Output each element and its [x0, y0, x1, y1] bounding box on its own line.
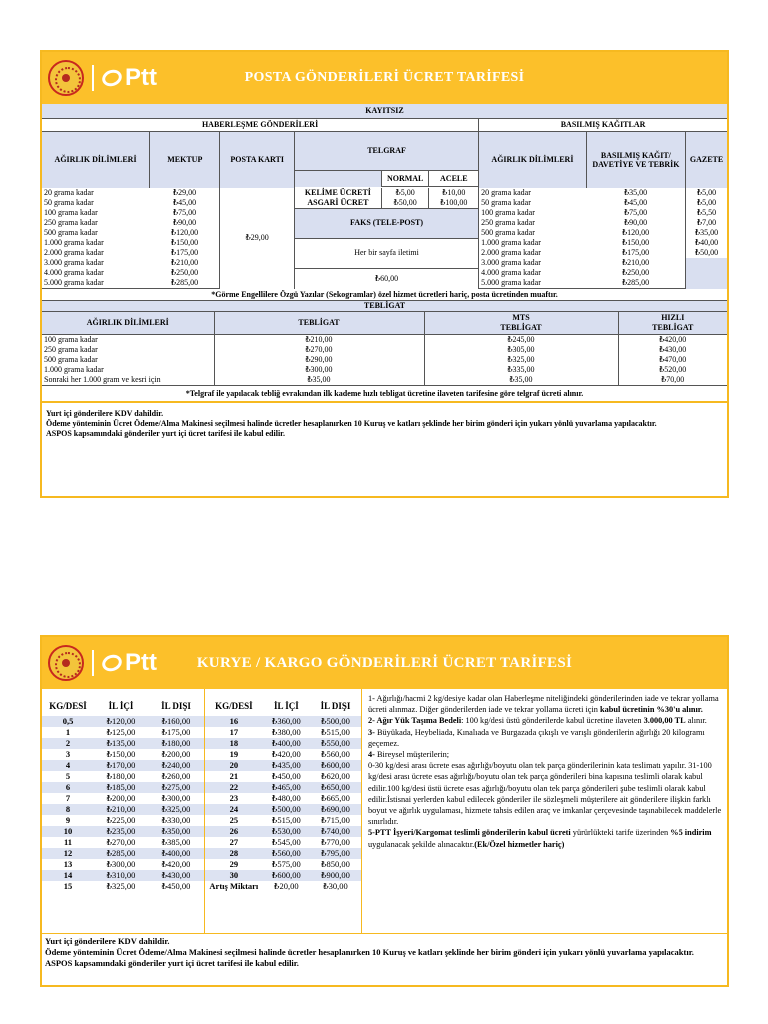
- il-ici-price: ₺300,00: [106, 859, 136, 869]
- basilmis-weight: 3.000 grama kadar: [479, 258, 587, 268]
- il-disi-price: ₺385,00: [161, 837, 191, 847]
- kurye-row: [205, 738, 361, 749]
- basilmis-weight: 5.000 grama kadar: [479, 278, 587, 289]
- desi-cell: 20: [229, 760, 239, 770]
- kurye-row: [42, 793, 204, 804]
- il-ici-price: ₺125,00: [106, 727, 136, 737]
- weight-cell: 4.000 grama kadar: [44, 268, 104, 277]
- note-odeme: Ödeme yönteminin Ücret Ödeme/Alma Makinesi seçilmesi halinde ücretler hesaplanırken 10 Kuruş ve katları şeklinde her birim gönderi için yukarı yönlü yuvarlama yapılacaktır.: [45, 947, 694, 957]
- gazete-price: ₺5,00: [686, 188, 727, 198]
- kurye-row: [42, 738, 204, 749]
- kurye-row: [205, 771, 361, 782]
- rule-text-segment: kabul ücretinin %30'u alınır.: [599, 705, 703, 715]
- il-ici-price: ₺150,00: [106, 749, 136, 759]
- rule-text-segment: : 100 kg/desi üstü gönderilerde kabul ücretine ilaveten: [461, 716, 644, 726]
- il-ici-price: ₺435,00: [271, 760, 301, 770]
- weight-cell: 50 grama kadar: [44, 197, 94, 207]
- il-disi-price: ₺160,00: [161, 716, 191, 726]
- col-kg-desi: KG/DESİ: [215, 701, 253, 711]
- note-odeme: Ödeme yönteminin Ücret Ödeme/Alma Makinesi seçilmesi halinde ücretler hesaplanırken 10 Kuruş ve katları şeklinde her birim gönderi için yukarı yönlü yuvarlama yapılacaktır.: [46, 419, 657, 428]
- il-ici-price: ₺400,00: [271, 738, 301, 748]
- posta-tariff-card: [40, 50, 729, 498]
- desi-cell: 9: [65, 815, 71, 825]
- desi-cell: 15: [63, 881, 73, 891]
- desi-cell: 2: [65, 738, 71, 748]
- il-ici-price: ₺135,00: [106, 738, 136, 748]
- il-ici-price: ₺420,00: [271, 749, 301, 759]
- posta-notes: [42, 403, 727, 445]
- basilmis-price: ₺250,00: [622, 268, 650, 277]
- col-il-ici: İL İÇİ: [273, 701, 299, 711]
- il-disi-price: ₺690,00: [321, 804, 350, 814]
- faks-price: ₺60,00: [375, 273, 399, 283]
- tebligat-weight: 100 grama kadar: [42, 335, 214, 346]
- il-ici-price: ₺20,00: [274, 881, 299, 891]
- col-normal: NORMAL: [381, 171, 429, 187]
- il-ici-price: ₺560,00: [271, 848, 301, 858]
- mektup-price: ₺150,00: [150, 238, 220, 248]
- kurye-row: [205, 727, 361, 738]
- basilmis-weight: 4.000 grama kadar: [479, 268, 587, 278]
- rule-text-segment: (Ek/Özel hizmetler hariç): [474, 839, 565, 849]
- col-kg-desi: KG/DESİ: [49, 701, 87, 711]
- il-ici-price: ₺465,00: [271, 782, 301, 792]
- weight-cell: 500 grama kadar: [44, 228, 98, 237]
- il-ici-price: ₺575,00: [271, 859, 301, 869]
- desi-cell: 25: [229, 815, 239, 825]
- il-disi-price: ₺795,00: [321, 848, 350, 858]
- il-ici-price: ₺270,00: [106, 837, 136, 847]
- il-disi-price: ₺500,00: [321, 716, 350, 726]
- posta-table: [42, 104, 727, 289]
- col-il-ici: İL İÇİ: [108, 701, 134, 711]
- kurye-notes: [42, 933, 727, 971]
- gazete-price: ₺35,00: [686, 228, 727, 238]
- rule-text-segment: %5 indirim: [670, 828, 712, 838]
- weight-cell: 1.000 grama kadar: [44, 238, 104, 247]
- kurye-row: [42, 870, 204, 881]
- mts-price: ₺245,00: [424, 335, 618, 346]
- basilmis-weight: 250 grama kadar: [479, 218, 587, 228]
- desi-cell: 13: [63, 859, 73, 869]
- tebligat-price: ₺35,00: [214, 375, 424, 386]
- il-ici-price: ₺120,00: [106, 716, 136, 726]
- basilmis-price: ₺175,00: [622, 248, 650, 257]
- basilmis-weight: 500 grama kadar: [479, 228, 587, 238]
- kurye-banner: [42, 637, 727, 689]
- rule-text-segment: 4-: [368, 750, 375, 760]
- il-disi-price: ₺620,00: [321, 771, 350, 781]
- il-disi-price: ₺200,00: [161, 749, 191, 759]
- col-acele: ACELE: [429, 171, 479, 187]
- basilmis-weight: 1.000 grama kadar: [479, 238, 587, 248]
- gazete-empty: [686, 258, 727, 289]
- rule-text-segment: 0-30 kg/desi arası ücrete esas ağırlığı/boyutu olan tek parça gönderilerinin kata teslimatı yapılır. 31-100 kg/desi arası ücrete esas ağırlığı/boyutu olan tek parça gönderileri bina kapısına teslimli olarak kabul edilir.100 kg/desi üstü ücrete esas ağırlığı/boyutu olan tek parça gönderileri şube teslimli olarak kabul edilir.İstisnai yerlerden kabul edilecek gönderiler ile sözleşmeli müşterilere ait gönderilere ilişkin farklı boyut ve ağırlık uygulaması, hizmete tahsis edilen araç ve imkanlar çerçevesinde taşınabilecek maddelerle sınırlıdır.: [368, 761, 722, 827]
- weight-cell: 5.000 grama kadar: [42, 278, 150, 289]
- col-basilmis-agirlik: AĞIRLIK DİLİMLERİ: [479, 132, 587, 188]
- desi-cell: 11: [63, 837, 73, 847]
- hizli-price: ₺70,00: [618, 375, 727, 386]
- kurye-row: [42, 749, 204, 760]
- il-disi-price: ₺550,00: [321, 738, 350, 748]
- mts-price: ₺335,00: [424, 365, 618, 375]
- il-disi-price: ₺900,00: [321, 870, 350, 880]
- mektup-price: ₺120,00: [150, 228, 220, 238]
- mektup-price: ₺285,00: [150, 278, 220, 289]
- kurye-row: [205, 716, 361, 727]
- asgari-normal: ₺50,00: [381, 198, 429, 209]
- asgari-ucret-label: ASGARİ ÜCRET: [294, 198, 381, 209]
- mts-price: ₺325,00: [424, 355, 618, 365]
- kurye-row: [205, 782, 361, 793]
- weight-cell: 20 grama kadar: [44, 187, 94, 197]
- il-disi-price: ₺400,00: [161, 848, 191, 858]
- il-ici-price: ₺310,00: [106, 870, 136, 880]
- kurye-row: [42, 771, 204, 782]
- basilmis-price: ₺120,00: [622, 228, 650, 237]
- kurye-row: [205, 826, 361, 837]
- tebligat-header: TEBLİGAT: [42, 301, 727, 312]
- desi-cell: 5: [65, 771, 71, 781]
- il-ici-price: ₺530,00: [271, 826, 301, 836]
- il-ici-price: ₺515,00: [271, 815, 301, 825]
- kurye-title: KURYE / KARGO GÖNDERİLERİ ÜCRET TARİFESİ: [196, 654, 573, 671]
- il-disi-price: ₺30,00: [323, 881, 348, 891]
- col-gazete: GAZETE: [686, 132, 727, 188]
- rule-text-segment: yürürlükteki tarife üzerinden: [570, 828, 671, 838]
- rule-text-segment: Büyükada, Heybeliada, Kınalıada ve Burgazada çıkışlı ve varışlı gönderilerin ağırlığı 20 kilogramı geçemez.: [368, 727, 705, 748]
- basilmis-weight: 100 grama kadar: [479, 208, 587, 218]
- il-disi-price: ₺665,00: [321, 793, 350, 803]
- note-aspos: ASPOS kapsamındaki gönderiler yurt içi ücret tarifesi ile kabul edilir.: [45, 958, 299, 968]
- hizli-price: ₺520,00: [659, 365, 687, 374]
- desi-cell: 16: [229, 716, 239, 726]
- tebligat-price: ₺290,00: [214, 355, 424, 365]
- kurye-row: [205, 793, 361, 804]
- col-basilmis-kagit: BASILMIŞ KAĞIT/ DAVETİYE VE TEBRİK: [586, 132, 685, 188]
- desi-cell: 29: [229, 859, 239, 869]
- il-disi-price: ₺240,00: [161, 760, 191, 770]
- il-ici-price: ₺225,00: [106, 815, 136, 825]
- il-ici-price: ₺170,00: [106, 760, 136, 770]
- rule-text-segment: Bireysel müşterilerin;: [374, 750, 450, 760]
- mektup-price: ₺250,00: [150, 268, 220, 278]
- tebligat-weight: 250 grama kadar: [42, 345, 214, 355]
- rule-text-segment: 5-PTT İşyeri/Kargomat teslimli gönderilerin kabul ücreti: [368, 828, 571, 838]
- desi-cell: 1: [65, 727, 71, 737]
- tebligat-price: ₺300,00: [214, 365, 424, 375]
- il-disi-price: ₺450,00: [161, 881, 191, 891]
- basilmis-price: ₺90,00: [624, 218, 648, 227]
- kurye-row: [42, 859, 204, 870]
- kurye-left-column: [42, 689, 204, 892]
- rule-text-segment: 2- Ağır Yük Taşıma Bedeli: [368, 716, 462, 726]
- kurye-rules-text: [364, 689, 728, 854]
- ptt-logo-text: Ptt: [125, 64, 157, 91]
- il-disi-price: ₺275,00: [161, 782, 191, 792]
- il-disi-price: ₺770,00: [321, 837, 350, 847]
- haberlesme-header: HABERLEŞME GÖNDERİLERİ: [42, 119, 479, 132]
- kurye-row: [42, 727, 204, 738]
- desi-cell: 0,5: [62, 716, 74, 726]
- posta-karti-price: ₺29,00: [220, 188, 295, 289]
- desi-cell: 6: [65, 782, 71, 792]
- mektup-price: ₺45,00: [150, 198, 220, 209]
- asgari-acele: ₺100,00: [429, 198, 479, 209]
- kurye-row: [42, 782, 204, 793]
- basilmis-price: ₺210,00: [622, 258, 650, 267]
- rule-text-segment: alınır.: [685, 716, 707, 726]
- desi-cell: 19: [229, 749, 239, 759]
- basilmis-price: ₺45,00: [624, 197, 648, 207]
- il-disi-price: ₺650,00: [321, 782, 350, 792]
- mektup-price: ₺175,00: [150, 248, 220, 258]
- hizli-price: ₺420,00: [659, 335, 687, 344]
- gazete-price: ₺5,50: [686, 208, 727, 218]
- mektup-price: ₺29,00: [150, 188, 220, 198]
- kurye-row: [205, 760, 361, 771]
- kurye-row: [42, 716, 204, 727]
- kurye-row: [42, 848, 204, 859]
- rule-text-segment: uygulanacak şekilde alınacaktır.: [368, 839, 475, 849]
- il-disi-price: ₺350,00: [161, 826, 191, 836]
- il-disi-price: ₺600,00: [321, 760, 350, 770]
- kurye-row: [205, 837, 361, 848]
- basilmis-price: ₺75,00: [624, 208, 648, 217]
- il-disi-price: ₺560,00: [321, 749, 350, 759]
- ptt-logo-text: Ptt: [125, 649, 157, 676]
- desi-cell: 7: [65, 793, 71, 803]
- gazete-price: ₺5,00: [686, 198, 727, 209]
- kurye-row: [42, 804, 204, 815]
- il-disi-price: ₺175,00: [161, 727, 191, 737]
- mektup-price: ₺210,00: [150, 258, 220, 268]
- kurye-row: [205, 870, 361, 881]
- tebligat-col-agirlik: AĞIRLIK DİLİMLERİ: [42, 312, 214, 335]
- il-disi-price: ₺330,00: [161, 815, 191, 825]
- rule-text-segment: 3-: [368, 727, 375, 737]
- note-aspos: ASPOS kapsamındaki gönderiler yurt içi ücret tarifesi ile kabul edilir.: [46, 429, 285, 438]
- desi-cell: 26: [229, 826, 239, 836]
- il-ici-price: ₺325,00: [106, 881, 136, 891]
- hizli-price: ₺430,00: [659, 345, 687, 354]
- il-disi-price: ₺180,00: [161, 738, 191, 748]
- mts-price: ₺35,00: [424, 375, 618, 386]
- col-agirlik: AĞIRLIK DİLİMLERİ: [42, 132, 150, 188]
- desi-cell: 12: [63, 848, 73, 858]
- gazete-price: ₺40,00: [686, 238, 727, 248]
- tebligat-table: [42, 301, 727, 386]
- il-disi-price: ₺515,00: [321, 727, 350, 737]
- tebligat-weight: Sonraki her 1.000 gram ve kesri için: [42, 375, 214, 386]
- desi-cell: 30: [229, 870, 239, 880]
- tebligat-price: ₺270,00: [214, 345, 424, 355]
- il-disi-price: ₺850,00: [321, 859, 350, 869]
- il-ici-price: ₺185,00: [106, 782, 136, 792]
- kurye-row: [205, 804, 361, 815]
- desi-cell: 4: [65, 760, 71, 770]
- kurye-left-table: [42, 701, 204, 892]
- weight-cell: 250 grama kadar: [44, 218, 98, 227]
- kurye-row: [205, 859, 361, 870]
- her-bir-sayfa: Her bir sayfa iletimi: [294, 238, 478, 268]
- desi-cell: Artış Miktarı: [209, 881, 259, 891]
- desi-cell: 18: [229, 738, 239, 748]
- kurye-row: [42, 881, 204, 892]
- tebligat-weight: 1.000 grama kadar: [42, 365, 214, 375]
- posta-banner: [42, 52, 727, 104]
- posta-title: POSTA GÖNDERİLERİ ÜCRET TARİFESİ: [244, 70, 525, 85]
- kurye-row: [42, 826, 204, 837]
- kurye-row: [205, 749, 361, 760]
- rule-text-segment: 1- Ağırlığı/hacmi 2 kg/desiye kadar olan Haberleşme niteliğindeki gönderilerinden iade ve tekrar yollama ücreti alınmaz. Diğer gönderilerden iade ve tekrar yollama ücreti için: [368, 694, 719, 715]
- note-telgraf: *Telgraf ile yapılacak tebliğ evrakından ilk kademe hızlı tebligat ücretine ilaveten tarifesine göre telgraf ücreti alınır.: [42, 386, 727, 403]
- il-disi-price: ₺325,00: [161, 804, 191, 814]
- il-ici-price: ₺480,00: [271, 793, 301, 803]
- basilmis-price: ₺285,00: [586, 278, 685, 289]
- desi-cell: 27: [229, 837, 239, 847]
- il-disi-price: ₺260,00: [161, 771, 191, 781]
- kurye-row: [42, 837, 204, 848]
- il-ici-price: ₺285,00: [106, 848, 136, 858]
- tebligat-weight: 500 grama kadar: [42, 355, 214, 365]
- il-ici-price: ₺380,00: [271, 727, 301, 737]
- basilmis-weight: 2.000 grama kadar: [479, 248, 587, 258]
- note-gorme-engelli: *Görme Engellilere Özgü Yazılar (Sekogramlar) özel hizmet ücretleri hariç, posta ücretinden muaftır.: [42, 289, 727, 301]
- basilmis-price: ₺150,00: [622, 238, 650, 247]
- mektup-price: ₺75,00: [150, 208, 220, 218]
- desi-cell: 3: [65, 749, 71, 759]
- note-kdv: Yurt içi gönderilere KDV dahildir.: [46, 409, 164, 418]
- gazete-price: ₺50,00: [686, 248, 727, 258]
- il-disi-price: ₺420,00: [161, 859, 191, 869]
- weight-cell: 3.000 grama kadar: [44, 258, 104, 267]
- il-ici-price: ₺360,00: [271, 716, 301, 726]
- faks-header: FAKS (TELE-POST): [294, 208, 478, 238]
- kelime-normal: ₺5,00: [381, 188, 429, 198]
- il-ici-price: ₺600,00: [271, 870, 301, 880]
- il-ici-price: ₺235,00: [106, 826, 136, 836]
- il-ici-price: ₺545,00: [271, 837, 301, 847]
- il-disi-price: ₺430,00: [161, 870, 191, 880]
- tebligat-col-mts: MTS TEBLİGAT: [424, 312, 618, 335]
- il-ici-price: ₺210,00: [106, 804, 136, 814]
- basilmis-weight: 20 grama kadar: [481, 187, 531, 197]
- basilmis-header: BASILMIŞ KAĞITLAR: [479, 119, 727, 132]
- hizli-price: ₺470,00: [659, 355, 687, 364]
- kurye-tariff-card: [40, 635, 729, 987]
- desi-cell: 24: [229, 804, 239, 814]
- weight-cell: 2.000 grama kadar: [44, 248, 104, 257]
- il-ici-price: ₺180,00: [106, 771, 136, 781]
- kelime-ucreti-label: KELİME ÜCRETİ: [294, 188, 381, 198]
- gazete-price: ₺7,00: [686, 218, 727, 228]
- kayitsiz-header: KAYITSIZ: [42, 104, 727, 119]
- desi-cell: 28: [229, 848, 239, 858]
- desi-cell: 10: [63, 826, 73, 836]
- desi-cell: 22: [229, 782, 239, 792]
- kelime-acele: ₺10,00: [429, 188, 479, 198]
- kurye-right-column: [204, 689, 362, 933]
- col-il-disi: İL DIŞI: [320, 701, 351, 711]
- col-posta-karti: POSTA KARTI: [220, 132, 295, 188]
- col-il-disi: İL DIŞI: [161, 701, 191, 711]
- desi-cell: 14: [63, 870, 73, 880]
- tebligat-col-hizli: HIZLI TEBLİGAT: [618, 312, 727, 335]
- weight-cell: 100 grama kadar: [44, 208, 98, 217]
- il-disi-price: ₺300,00: [161, 793, 191, 803]
- desi-cell: 21: [229, 771, 239, 781]
- mektup-price: ₺90,00: [150, 218, 220, 228]
- kurye-row: [205, 848, 361, 859]
- desi-cell: 8: [65, 804, 71, 814]
- rule-text-segment: 3.000,00 TL: [643, 716, 686, 726]
- il-ici-price: ₺450,00: [271, 771, 301, 781]
- kurye-row: [42, 815, 204, 826]
- il-disi-price: ₺715,00: [321, 815, 350, 825]
- basilmis-price: ₺35,00: [624, 187, 648, 197]
- tebligat-col-tebligat: TEBLİGAT: [214, 312, 424, 335]
- kurye-row: [205, 881, 361, 892]
- tebligat-price: ₺210,00: [214, 335, 424, 346]
- kurye-row: [42, 760, 204, 771]
- col-telgraf: TELGRAF: [294, 132, 478, 171]
- desi-cell: 17: [229, 727, 239, 737]
- kurye-row: [205, 815, 361, 826]
- desi-cell: 23: [229, 793, 239, 803]
- kurye-right-table: [205, 701, 361, 892]
- mts-price: ₺305,00: [424, 345, 618, 355]
- il-ici-price: ₺200,00: [106, 793, 136, 803]
- basilmis-weight: 50 grama kadar: [481, 197, 531, 207]
- il-ici-price: ₺500,00: [271, 804, 301, 814]
- il-disi-price: ₺740,00: [321, 826, 350, 836]
- col-mektup: MEKTUP: [150, 132, 220, 188]
- note-kdv: Yurt içi gönderilere KDV dahildir.: [45, 936, 170, 946]
